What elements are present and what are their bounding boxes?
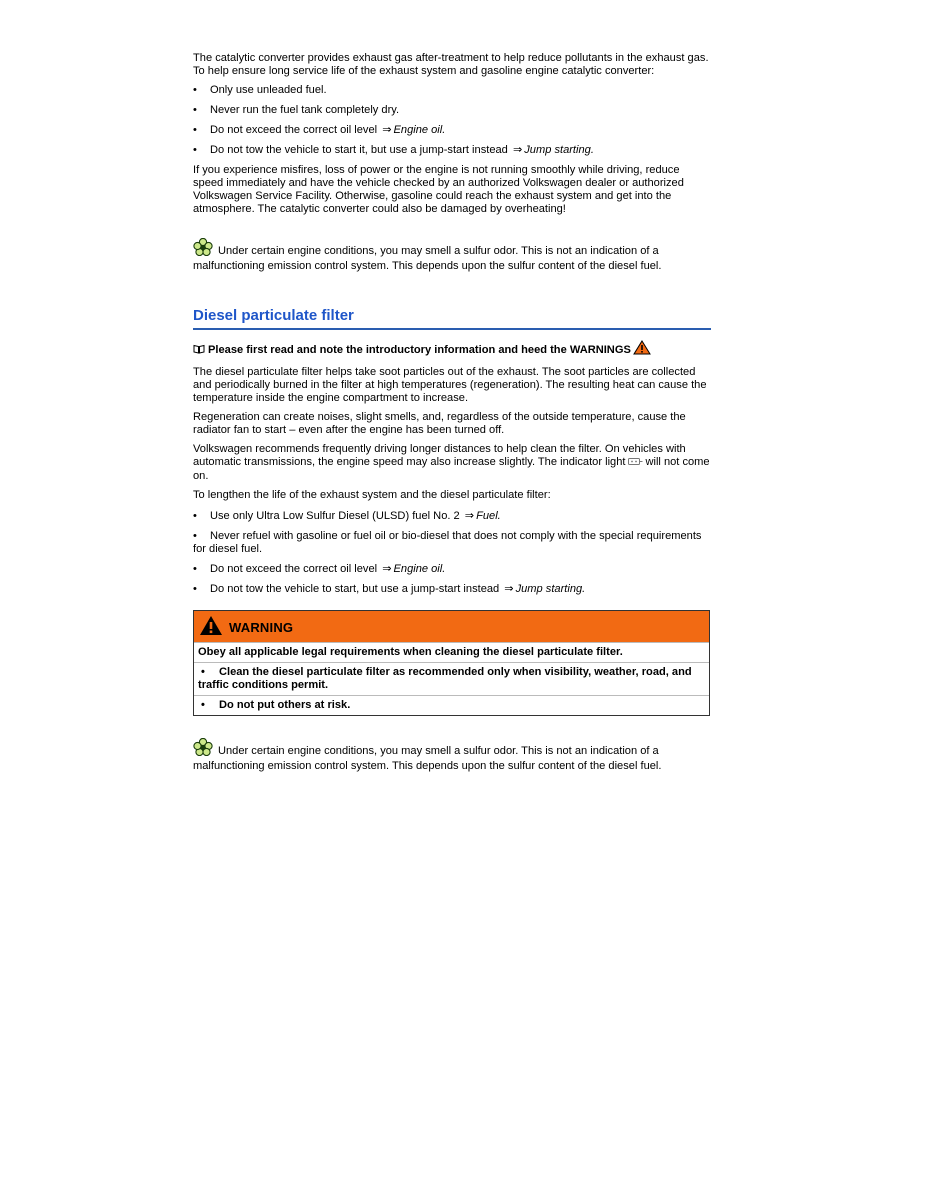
- dpf-paragraph-2: Regeneration can create noises, slight smells, and, regardless of the outside temperature, cause the radiator fan to start – even after the engine has been turned off.: [193, 411, 686, 436]
- misfire-paragraph: If you experience misfires, loss of power or the engine is not running smoothly while driving, reduce speed immediately and have the vehicle checked by an authorized Volkswagen dealer or authorized Volkswagen Service Facility. Otherwise, gasoline could reach the exhaust system and get into the atmosphere. The catalytic converter could also be damaged by overheating!: [193, 164, 684, 215]
- dpf-list: [193, 510, 711, 596]
- environment-note: Under certain engine conditions, you may smell a sulfur odor. This is not an indication of a malfunctioning emission control system. This depends upon the sulfur content of the diesel fuel.: [193, 738, 711, 773]
- list-item: • Use only Ultra Low Sulfur Diesel (ULSD) fuel No. 2 ⇒ Fuel.: [193, 510, 501, 522]
- book-icon: [193, 344, 205, 358]
- warning-header: [194, 611, 709, 642]
- catalytic-list: [193, 84, 711, 157]
- dpf-paragraph-1: The diesel particulate filter helps take soot particles out of the exhaust. The soot particles are collected and periodically burned in the filter at high temperatures (regeneration). The resulting heat can cause the temperature inside the engine compartment to increase.: [193, 366, 707, 404]
- warning-triangle-icon: [199, 615, 223, 640]
- flower-icon: [193, 738, 213, 760]
- cross-reference-link[interactable]: Fuel.: [476, 510, 501, 522]
- cross-reference-link[interactable]: Engine oil.: [393, 124, 446, 136]
- list-item: • Never run the fuel tank completely dry.: [193, 104, 400, 116]
- intro-warning-line: Please first read and note the introductory information and heed the WARNINGS: [193, 340, 711, 359]
- warning-item: • Clean the diesel particulate filter as recommended only when visibility, weather, road, and traffic conditions permit.: [194, 662, 709, 695]
- list-item: • Never refuel with gasoline or fuel oil or bio-diesel that does not comply with the special requirements for diesel fuel.: [193, 530, 702, 555]
- warning-item: • Do not put others at risk.: [194, 695, 709, 715]
- warning-title: WARNING: [229, 620, 294, 635]
- list-item: • Do not tow the vehicle to start, but use a jump-start instead ⇒ Jump starting.: [193, 583, 586, 595]
- warning-box: [193, 610, 710, 716]
- dpf-paragraph-4: To lengthen the life of the exhaust system and the diesel particulate filter:: [193, 489, 551, 501]
- cross-reference-link[interactable]: Engine oil.: [393, 563, 446, 575]
- indicator-light-icon: [627, 457, 643, 470]
- section-heading: Diesel particulate filter: [193, 307, 711, 330]
- warning-lead: Obey all applicable legal requirements when cleaning the diesel particulate filter.: [194, 642, 709, 662]
- warning-triangle-icon: [633, 340, 651, 359]
- cross-reference-link[interactable]: Jump starting.: [515, 583, 586, 595]
- list-item: • Only use unleaded fuel.: [193, 84, 327, 96]
- list-item: • Do not tow the vehicle to start it, but use a jump-start instead ⇒ Jump starting.: [193, 144, 594, 156]
- cross-reference-link[interactable]: Jump starting.: [524, 144, 594, 156]
- intro-paragraph: The catalytic converter provides exhaust gas after-treatment to help reduce pollutants in the exhaust gas. To help ensure long service life of the exhaust system and gasoline engine catalytic converter:: [193, 52, 709, 77]
- list-item: • Do not exceed the correct oil level ⇒ Engine oil.: [193, 563, 446, 575]
- list-item: • Do not exceed the correct oil level ⇒ Engine oil.: [193, 124, 446, 136]
- environment-note: Under certain engine conditions, you may smell a sulfur odor. This is not an indication of a malfunctioning emission control system. This depends upon the sulfur content of the diesel fuel.: [193, 238, 711, 273]
- flower-icon: [193, 238, 213, 260]
- document-page: [193, 52, 711, 773]
- dpf-paragraph-3: Volkswagen recommends frequently driving longer distances to help clean the filter. On vehicles with automatic transmissions, the engine speed may also increase slightly. The indicator light will not come on.: [193, 443, 710, 482]
